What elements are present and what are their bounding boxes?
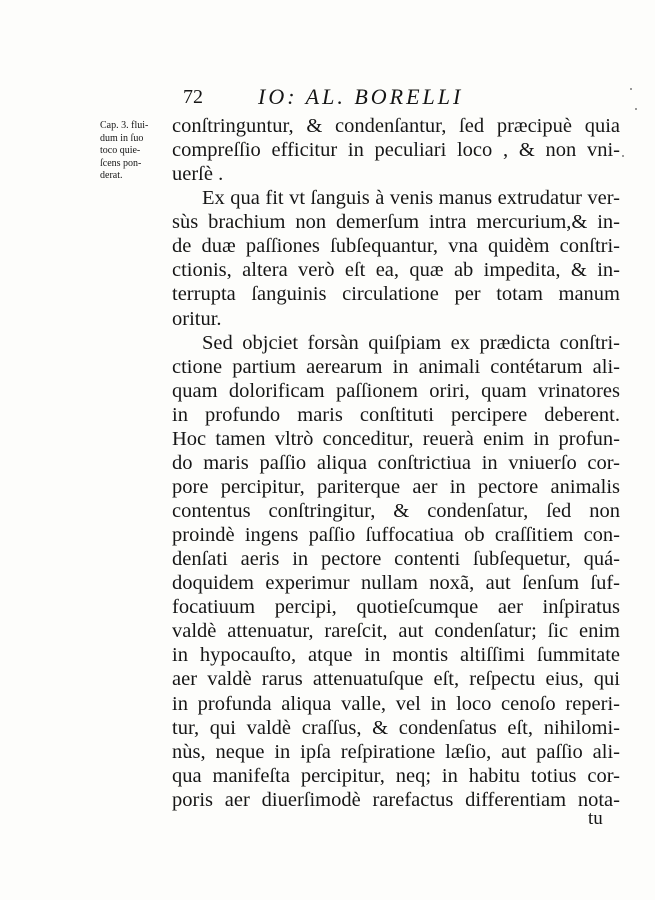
text-line: doquidem experimur nullam noxã, aut ſenſum ſuf- [172, 572, 620, 595]
scan-speck [630, 88, 632, 90]
margin-note-line: ſcens pon- [100, 157, 142, 169]
text-line: in profundo maris conſtituti percipere deberent. [172, 403, 620, 426]
margin-note-line: dum in ſuo [100, 132, 144, 144]
text-line: Hoc tamen vltrò conceditur, reuerà enim in profun- [172, 427, 620, 450]
text-line: pore percipitur, pariterque aer in pectore animalis [172, 475, 620, 498]
scan-speck [622, 155, 624, 157]
text-line: denſati aeris in pectore contenti ſubſequetur, quá- [172, 548, 620, 571]
margin-note-line: Cap. 3. flui- [100, 120, 149, 131]
scan-speck [635, 108, 637, 110]
body-text [172, 114, 620, 812]
text-line: uerſè . [172, 163, 224, 186]
text-line: oritur. [172, 307, 222, 330]
text-line: compreſſio efficitur in peculiari loco , & non vni- [172, 139, 620, 162]
catchword: tu [588, 808, 603, 829]
text-line: tur, qui valdè craſſus, & condenſatus eſt, nihilomi- [172, 716, 620, 739]
text-line: qua manifeſta percipitur, neq; in habitu totius cor- [172, 764, 620, 787]
text-line: ctione partium aerearum in animali contétarum ali- [172, 355, 620, 378]
text-line: de duæ paſſiones ſubſequantur, vna quidèm conſtri- [172, 235, 620, 258]
text-line: in hypocauſto, atque in montis altiſſimi ſummitate [172, 644, 620, 667]
text-line: do maris paſſio aliqua conſtrictiua in vniuerſo cor- [172, 451, 620, 474]
text-line: poris aer diuerſimodè rarefactus differentiam nota- [172, 788, 620, 811]
text-line: contentus conſtringitur, & condenſatur, ſed non [172, 500, 620, 522]
text-line: valdè attenuatur, rareſcit, aut condenſatur; ſic enim [172, 620, 620, 643]
text-line: Sed objciet forsàn quiſpiam ex prædicta conſtri- [202, 331, 620, 354]
text-line: conſtringuntur, & condenſantur, ſed præcipuè quia [172, 115, 620, 137]
text-line: Ex qua fit vt ſanguis à venis manus extrudatur ver- [202, 187, 620, 210]
text-line: nùs, neque in ipſa reſpiratione læſio, aut paſſio ali- [172, 740, 620, 763]
text-line: focatiuum percipi, quotieſcumque aer inſpiratus [172, 596, 620, 619]
text-line: aer valdè rarus attenuatuſque eſt, reſpectu eius, qui [172, 668, 620, 691]
margin-note [100, 120, 166, 183]
margin-note-line: toco quie- [100, 145, 141, 156]
text-line: quam dolorificam paſſionem oriri, quam vrinatores [172, 379, 620, 402]
text-line: terrupta ſanguinis circulatione per totam manum [172, 283, 620, 306]
text-line: proindè ingens paſſio ſuffocatiua ob craſſitiem con- [172, 524, 620, 547]
text-line: in profunda aliqua valle, vel in loco cenoſo reperi- [172, 692, 620, 715]
text-line: ctionis, altera verò eſt ea, quæ ab impedita, & in- [172, 259, 620, 282]
running-title: IO: AL. BORELLI [258, 84, 464, 109]
margin-note-line: derat. [100, 170, 123, 181]
page-number: 72 [183, 86, 203, 108]
text-line: sùs brachium non demerſum intra mercurium,& in- [172, 211, 620, 234]
